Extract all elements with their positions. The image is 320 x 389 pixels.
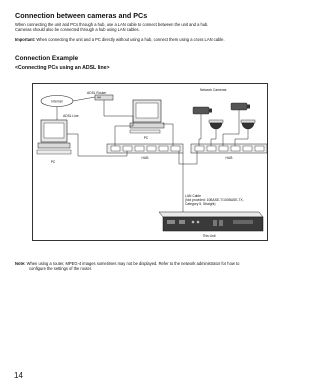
lan-cable-label-line1: LAN Cable	[185, 194, 201, 198]
note-label: Note:	[15, 261, 26, 266]
connection-diagram	[32, 83, 268, 241]
box-camera-icon	[193, 107, 212, 118]
intro-line-2: Cameras should also be connected through a hub using LAN cables.	[15, 27, 140, 33]
connection-diagram-svg	[33, 84, 269, 242]
this-unit-label: This Unit	[202, 234, 216, 238]
box-camera-icon	[231, 103, 250, 114]
dome-camera-icon	[209, 120, 223, 129]
dome-camera-icon	[241, 120, 255, 129]
pc-center-icon	[130, 100, 164, 133]
hub-left-label: HUB	[141, 156, 149, 160]
lan-cable-label-line3: Category 5, Straight)	[185, 202, 216, 206]
note-line-1: When using a router, MPEG-4 images sometimes may not be displayed. Refer to the network administrator for how to	[26, 261, 240, 266]
adsl-router-label: ADSL Router	[87, 91, 107, 95]
intro-paragraph	[15, 22, 287, 33]
intro-line-1: When connecting the unit and PCs through a hub, use a LAN cable to connect between the unit and a hub.	[15, 22, 209, 27]
pc-left-icon	[37, 120, 71, 154]
page-number: 14	[14, 371, 23, 380]
hub-right-label: HUB	[225, 156, 233, 160]
example-heading: Connection Example	[15, 55, 79, 62]
example-subheading: <Connecting PCs using an ADSL line>	[15, 65, 110, 71]
note-line-2: configure the settings of the router.	[29, 266, 93, 272]
internet-label: Internet	[51, 99, 63, 104]
adsl-router-icon	[95, 95, 113, 100]
pc-left-label: PC	[50, 160, 56, 164]
lan-cable-label-line2: (Not provided: 10BASE-T/100BASE-TX,	[185, 198, 244, 202]
hub-right-icon	[191, 144, 267, 153]
important-label: Important:	[15, 37, 36, 42]
pc-center-label: PC	[143, 136, 149, 140]
hub-left-icon	[107, 144, 183, 153]
internet-cloud-icon	[41, 96, 73, 107]
important-paragraph	[15, 37, 287, 42]
adsl-line-label: ADSL Line	[63, 114, 79, 118]
important-text: When connecting the unit and a PC directly without using a hub, connect them using a cross LAN cable.	[36, 37, 225, 42]
recorder-unit-icon	[159, 190, 263, 231]
note-paragraph	[15, 261, 287, 272]
network-cameras-label: Network Cameras	[200, 88, 227, 92]
section-heading: Connection between cameras and PCs	[15, 11, 148, 20]
